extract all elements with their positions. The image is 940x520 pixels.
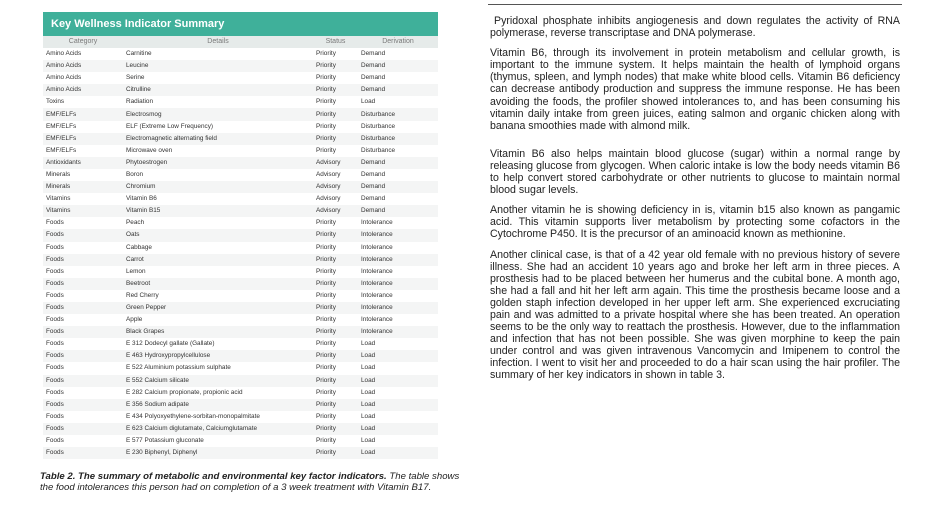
cell-status: Advisory [316, 170, 341, 178]
cell-category: EMF/ELFs [43, 133, 123, 145]
caption-lead: Table 2. The summary of metabolic and environmental key factor indicators. [40, 471, 387, 482]
cell-category: Foods [43, 447, 123, 459]
table-row [43, 72, 438, 84]
cell-derivation: Load [361, 340, 376, 348]
cell-category: Amino Acids [43, 84, 123, 96]
cell-details: Red Cherry [126, 291, 159, 299]
paragraph: Vitamin B6 also helps maintain blood glucose (sugar) within a normal range by releasing glucose from glycogen. When caloric intake is low the body needs vitamin B6 to help convert stored carbohydrate or other nutrients to glucose to maintain normal blood sugar levels. [490, 147, 900, 197]
cell-details: Serine [126, 74, 145, 82]
cell-status: Priority [313, 108, 358, 120]
header-derivation: Derivation [358, 36, 438, 48]
table-row [43, 266, 438, 278]
cell-category: Foods [46, 291, 64, 299]
table-row [43, 314, 438, 326]
cell-derivation: Load [358, 375, 438, 387]
cell-status: Priority [316, 364, 336, 372]
table-body [43, 48, 438, 459]
cell-derivation: Demand [361, 74, 386, 82]
cell-details: E 577 Potassium gluconate [126, 437, 204, 445]
cell-details: Vitamin B15 [123, 205, 313, 217]
cell-category: Antioxidants [43, 157, 123, 169]
cell-derivation: Demand [358, 205, 438, 217]
cell-details: Cabbage [126, 243, 152, 251]
cell-status: Advisory [313, 157, 358, 169]
cell-status: Priority [316, 146, 336, 154]
cell-derivation: Intolerance [358, 229, 438, 241]
cell-details: Leucine [123, 60, 313, 72]
cell-status: Advisory [316, 195, 341, 203]
cell-details: Oats [123, 229, 313, 241]
cell-category: EMF/ELFs [46, 122, 77, 130]
table-row [43, 157, 438, 169]
cell-derivation: Load [361, 412, 376, 420]
table-title: Key Wellness Indicator Summary [43, 12, 438, 36]
table-row [43, 108, 438, 120]
cell-details: Beetroot [123, 278, 313, 290]
cell-category: Foods [46, 267, 64, 275]
cell-category: Amino Acids [46, 50, 82, 58]
table-row [43, 48, 438, 60]
cell-category: Vitamins [46, 195, 71, 203]
caption-text: The table shows the food intolerances this person had on completion of a 3 week treatment with Vitamin B17. [40, 471, 460, 493]
cell-status: Priority [313, 350, 358, 362]
cell-derivation: Demand [361, 50, 386, 58]
cell-derivation: Disturbance [361, 146, 396, 154]
cell-status: Priority [313, 229, 358, 241]
cell-status: Priority [316, 74, 336, 82]
cell-derivation: Disturbance [358, 133, 438, 145]
cell-status: Priority [316, 122, 336, 130]
cell-details: Carrot [123, 254, 313, 266]
cell-status: Priority [316, 267, 336, 275]
cell-details: Lemon [126, 267, 146, 275]
cell-details: Apple [126, 316, 143, 324]
cell-derivation: Demand [358, 181, 438, 193]
table-row [43, 84, 438, 96]
cell-status: Priority [313, 278, 358, 290]
cell-status: Priority [313, 254, 358, 266]
header-status: Status [313, 36, 358, 48]
table-row [43, 362, 438, 374]
cell-details: E 434 Polyoxyethylene-sorbitan-monopalmitate [126, 412, 260, 420]
table-row [43, 423, 438, 435]
cell-category: Minerals [46, 170, 71, 178]
cell-category: Foods [46, 412, 64, 420]
cell-details: E 230 Biphenyl, Diphenyl [123, 447, 313, 459]
cell-details: Peach [126, 219, 145, 227]
cell-derivation: Load [358, 350, 438, 362]
cell-category: Foods [43, 254, 123, 266]
table-row [43, 60, 438, 72]
cell-details: Black Grapes [123, 326, 313, 338]
cell-status: Advisory [313, 181, 358, 193]
cell-category: Amino Acids [46, 74, 82, 82]
cell-category: Foods [43, 326, 123, 338]
cell-details: E 282 Calcium propionate, propionic acid [126, 388, 243, 396]
cell-derivation: Intolerance [361, 291, 393, 299]
table-row [43, 375, 438, 387]
table-row [43, 254, 438, 266]
cell-details: Electromagnetic alternating field [123, 133, 313, 145]
cell-status: Priority [313, 423, 358, 435]
table-row [43, 302, 438, 314]
cell-derivation: Intolerance [361, 243, 393, 251]
cell-details: Green Pepper [123, 302, 313, 314]
body-text [490, 15, 900, 390]
table-caption [40, 471, 460, 493]
paragraph: Vitamin B6, through its involvement in protein metabolism and cellular growth, is important to the immune system. It helps maintain the health of lymphoid organs (thymus, spleen, and lymph nodes) that make white blood cells. Vitamin B6 deficiency can decrease antibody production and suppress the immune response. He has been avoiding the foods, the profiler showed intolerances to, and has been consuming his vitamin daily intake from green juices, eating salmon and organic chicken along with banana smoothies made with almond milk. [490, 47, 900, 132]
table-header-row [43, 36, 438, 48]
cell-details: Boron [126, 170, 144, 178]
table-row [43, 205, 438, 217]
table-row [43, 217, 438, 229]
cell-status: Priority [316, 219, 336, 227]
cell-category: Foods [43, 399, 123, 411]
cell-derivation: Demand [358, 157, 438, 169]
cell-status: Priority [316, 243, 336, 251]
cell-status: Priority [313, 84, 358, 96]
header-category: Category [43, 36, 123, 48]
table-row [43, 447, 438, 459]
cell-status: Priority [316, 340, 336, 348]
cell-details: Vitamin B6 [126, 195, 157, 203]
cell-details: Citrulline [123, 84, 313, 96]
cell-status: Priority [313, 447, 358, 459]
cell-derivation: Demand [361, 170, 386, 178]
cell-derivation: Intolerance [358, 278, 438, 290]
table-row [43, 96, 438, 108]
cell-status: Priority [316, 291, 336, 299]
table-row [43, 121, 438, 133]
cell-category: Toxins [46, 98, 65, 106]
paragraph: Pyridoxal phosphate inhibits angiogenesis and down regulates the activity of RNA polymerase, reverse transcriptase and DNA polymerase. [490, 15, 900, 40]
cell-derivation: Intolerance [358, 302, 438, 314]
cell-derivation: Demand [358, 60, 438, 72]
cell-status: Priority [313, 60, 358, 72]
cell-category: EMF/ELFs [46, 146, 77, 154]
cell-derivation: Demand [358, 84, 438, 96]
cell-derivation: Load [361, 364, 376, 372]
table-row [43, 193, 438, 205]
cell-category: Foods [43, 350, 123, 362]
table-row [43, 338, 438, 350]
cell-details: Microwave oven [126, 146, 173, 154]
table-row [43, 169, 438, 181]
table-row [43, 435, 438, 447]
cell-category: Foods [43, 278, 123, 290]
cell-category: Foods [43, 423, 123, 435]
table-row [43, 242, 438, 254]
cell-category: Foods [43, 302, 123, 314]
table-row [43, 145, 438, 157]
cell-status: Priority [313, 133, 358, 145]
cell-derivation: Intolerance [358, 326, 438, 338]
cell-status: Priority [313, 375, 358, 387]
cell-details: Chromium [123, 181, 313, 193]
cell-status: Priority [316, 50, 336, 58]
table-row [43, 411, 438, 423]
cell-details: E 463 Hydroxypropylcellulose [123, 350, 313, 362]
cell-category: Foods [46, 243, 64, 251]
cell-derivation: Intolerance [361, 267, 393, 275]
cell-details: Phytoestrogen [123, 157, 313, 169]
cell-category: Foods [46, 219, 64, 227]
indicator-table [43, 36, 438, 459]
cell-category: Foods [46, 316, 64, 324]
cell-details: Electrosmog [123, 108, 313, 120]
cell-derivation: Intolerance [361, 316, 393, 324]
cell-derivation: Load [358, 447, 438, 459]
table-row [43, 278, 438, 290]
cell-status: Priority [313, 302, 358, 314]
cell-derivation: Load [361, 437, 376, 445]
cell-status: Priority [316, 388, 336, 396]
cell-category: Foods [46, 388, 64, 396]
cell-details: E 356 Sodium adipate [123, 399, 313, 411]
cell-derivation: Disturbance [361, 122, 396, 130]
top-rule [488, 4, 902, 5]
cell-derivation: Intolerance [361, 219, 393, 227]
table-row [43, 229, 438, 241]
cell-details: E 312 Dodecyl gallate (Gallate) [126, 340, 215, 348]
cell-status: Advisory [313, 205, 358, 217]
cell-derivation: Load [361, 388, 376, 396]
cell-derivation: Disturbance [358, 108, 438, 120]
cell-category: Foods [46, 364, 64, 372]
cell-status: Priority [316, 316, 336, 324]
paragraph: Another vitamin he is showing deficiency in is, vitamin b15 also known as pangamic acid. This vitamin supports liver metabolism by protecting some cofactors in the Cytochrome P450. It is the precursor of an aminoacid known as methionine. [490, 204, 900, 241]
cell-status: Priority [316, 437, 336, 445]
table-row [43, 350, 438, 362]
cell-category: EMF/ELFs [43, 108, 123, 120]
header-details: Details [123, 36, 313, 48]
cell-category: Foods [46, 437, 64, 445]
cell-category: Foods [43, 375, 123, 387]
wellness-summary-table [43, 12, 438, 459]
cell-derivation: Load [361, 98, 376, 106]
cell-status: Priority [316, 98, 336, 106]
cell-category: Vitamins [43, 205, 123, 217]
paragraph: Another clinical case, is that of a 42 year old female with no previous history of severe illness. She had an accident 10 years ago and broke her left arm in three pieces. A prosthesis had to be placed between her humerus and the cubital bone. A month ago, she had a fall and hit her left arm again. This time the prosthesis became loose and a golden staph infection developed in her upper left arm. She experienced excruciating pain and was admitted to a private hospital where she has been treated. An operation seems to be the only way to reattach the prosthesis. However, due to the inflammation and infection that has not been possible. She was given morphine to keep the pain under control and was given intravenous Vancomycin and Imipenem to control the infection. I went to visit her and proceeded to do a hair scan using the hair profiler. The summary of her key indicators in shown in table 3. [490, 248, 900, 382]
cell-category: Minerals [43, 181, 123, 193]
cell-derivation: Demand [361, 195, 386, 203]
cell-status: Priority [313, 399, 358, 411]
cell-details: E 522 Aluminium potassium sulphate [126, 364, 231, 372]
table-row [43, 399, 438, 411]
cell-details: ELF (Extreme Low Frequency) [126, 122, 214, 130]
table-row [43, 326, 438, 338]
table-row [43, 133, 438, 145]
cell-derivation: Load [358, 423, 438, 435]
cell-category: Foods [46, 340, 64, 348]
cell-details: E 552 Calcium silicate [123, 375, 313, 387]
cell-category: Foods [43, 229, 123, 241]
cell-status: Priority [316, 412, 336, 420]
table-row [43, 387, 438, 399]
table-row [43, 181, 438, 193]
cell-details: Radiation [126, 98, 154, 106]
table-row [43, 290, 438, 302]
cell-details: E 623 Calcium diglutamate, Calciumglutamate [123, 423, 313, 435]
cell-derivation: Load [358, 399, 438, 411]
cell-derivation: Intolerance [358, 254, 438, 266]
cell-status: Priority [313, 326, 358, 338]
cell-category: Amino Acids [43, 60, 123, 72]
cell-details: Carnitine [126, 50, 152, 58]
